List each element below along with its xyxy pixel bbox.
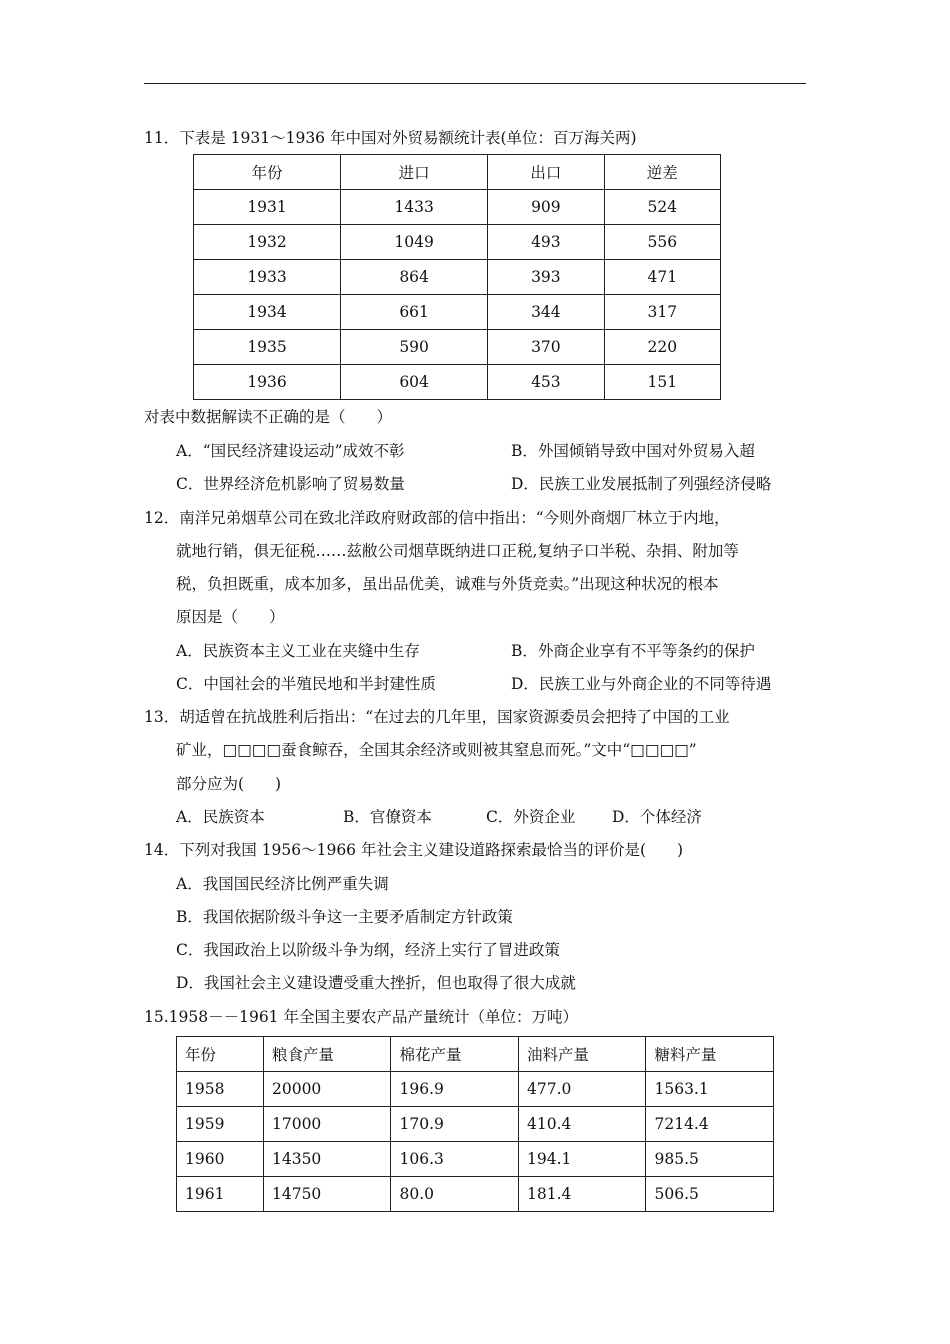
table-cell: 1934 [194,295,341,330]
table-cell: 1433 [341,190,488,225]
table-cell: 80.0 [391,1177,519,1212]
table-cell: 14750 [263,1177,391,1212]
table-cell: 1961 [177,1177,264,1212]
table-cell: 1563.1 [646,1072,774,1107]
table-header-cell: 逆差 [604,155,720,190]
table-header-cell: 粮食产量 [263,1037,391,1072]
table-cell: 1958 [177,1072,264,1107]
table-cell: 220 [604,330,720,365]
table-cell: 370 [488,330,604,365]
table-row [194,190,721,225]
table-cell: 20000 [263,1072,391,1107]
q13-option-a: A．民族资本 [176,808,265,826]
table-cell: 196.9 [391,1072,519,1107]
table-row [177,1072,774,1107]
q12-line-2: 就地行销，俱无征税……兹敝公司烟草既纳进口正税,复纳子口半税、杂捐、附加等 [176,542,739,560]
table-cell: 344 [488,295,604,330]
q11-question: 对表中数据解读不正确的是（ ） [144,408,393,426]
table-row [194,330,721,365]
table-header-cell: 糖料产量 [646,1037,774,1072]
q12-line-1: 12．南洋兄弟烟草公司在致北洋政府财政部的信中指出：“今则外商烟厂林立于内地， [144,509,730,527]
table-cell: 410.4 [518,1107,646,1142]
table-header-cell: 出口 [488,155,604,190]
q11-option-a: A．“国民经济建设运动”成效不彰 [176,442,405,460]
table-cell: 1935 [194,330,341,365]
q13-line-2: 矿业，□□□□蚕食鲸吞，全国其余经济或则被其窒息而死。”文中“□□□□” [176,741,697,759]
table-cell: 477.0 [518,1072,646,1107]
q15-stem: 15.1958－－1961 年全国主要农产品产量统计（单位：万吨） [144,1008,578,1026]
q11-option-b: B．外国倾销导致中国对外贸易入超 [511,442,755,460]
table-cell: 1936 [194,365,341,400]
table-row [177,1177,774,1212]
q13-line-3: 部分应为( ) [176,775,282,793]
table-cell: 106.3 [391,1142,519,1177]
table-cell: 556 [604,225,720,260]
table-row [194,295,721,330]
table-cell: 604 [341,365,488,400]
table-cell: 1959 [177,1107,264,1142]
table-row [194,260,721,295]
q12-line-4: 原因是（ ） [176,608,285,626]
q12-line-3: 税，负担既重，成本加多，虽出品优美，诚难与外货竞卖。”出现这种状况的根本 [176,575,719,593]
table-cell: 471 [604,260,720,295]
q12-option-d: D．民族工业与外商企业的不同等待遇 [511,675,772,693]
q14-option-c: C．我国政治上以阶级斗争为纲，经济上实行了冒进政策 [176,941,560,959]
table-header-row [177,1037,774,1072]
table-cell: 151 [604,365,720,400]
q11-stem: 11．下表是 1931～1936 年中国对外贸易额统计表(单位：百万海关两) [144,129,637,147]
table-row [177,1142,774,1177]
table-cell: 661 [341,295,488,330]
table-cell: 393 [488,260,604,295]
table-cell: 14350 [263,1142,391,1177]
table-cell: 1931 [194,190,341,225]
table-cell: 985.5 [646,1142,774,1177]
q15-produce-table [176,1036,774,1212]
table-cell: 909 [488,190,604,225]
table-cell: 590 [341,330,488,365]
table-cell: 506.5 [646,1177,774,1212]
q13-line-1: 13．胡适曾在抗战胜利后指出：“在过去的几年里，国家资源委员会把持了中国的工业 [144,708,730,726]
table-header-cell: 油料产量 [518,1037,646,1072]
q11-trade-table [193,154,721,400]
table-row [177,1107,774,1142]
q12-option-c: C．中国社会的半殖民地和半封建性质 [176,675,436,693]
table-cell: 170.9 [391,1107,519,1142]
q14-option-b: B．我国依据阶级斗争这一主要矛盾制定方针政策 [176,908,513,926]
q14-option-d: D．我国社会主义建设遭受重大挫折，但也取得了很大成就 [176,974,576,992]
table-cell: 1932 [194,225,341,260]
table-header-cell: 年份 [177,1037,264,1072]
q12-option-a: A．民族资本主义工业在夹缝中生存 [176,642,420,660]
q13-option-d: D．个体经济 [612,808,702,826]
table-cell: 181.4 [518,1177,646,1212]
table-cell: 1960 [177,1142,264,1177]
table-cell: 864 [341,260,488,295]
table-cell: 194.1 [518,1142,646,1177]
q13-option-c: C．外资企业 [486,808,576,826]
table-header-cell: 进口 [341,155,488,190]
table-row [194,225,721,260]
q14-option-a: A．我国国民经济比例严重失调 [176,875,389,893]
table-cell: 7214.4 [646,1107,774,1142]
q13-option-b: B．官僚资本 [343,808,432,826]
table-cell: 317 [604,295,720,330]
q11-option-c: C．世界经济危机影响了贸易数量 [176,475,405,493]
table-cell: 1933 [194,260,341,295]
table-row [194,365,721,400]
q12-option-b: B．外商企业享有不平等条约的保护 [511,642,755,660]
table-cell: 453 [488,365,604,400]
table-header-row [194,155,721,190]
q11-option-d: D．民族工业发展抵制了列强经济侵略 [511,475,772,493]
header-rule [144,83,806,84]
table-cell: 1049 [341,225,488,260]
table-cell: 524 [604,190,720,225]
q14-stem: 14．下列对我国 1956～1966 年社会主义建设道路探索最恰当的评价是( ) [144,841,684,859]
table-header-cell: 棉花产量 [391,1037,519,1072]
table-cell: 17000 [263,1107,391,1142]
table-header-cell: 年份 [194,155,341,190]
table-cell: 493 [488,225,604,260]
